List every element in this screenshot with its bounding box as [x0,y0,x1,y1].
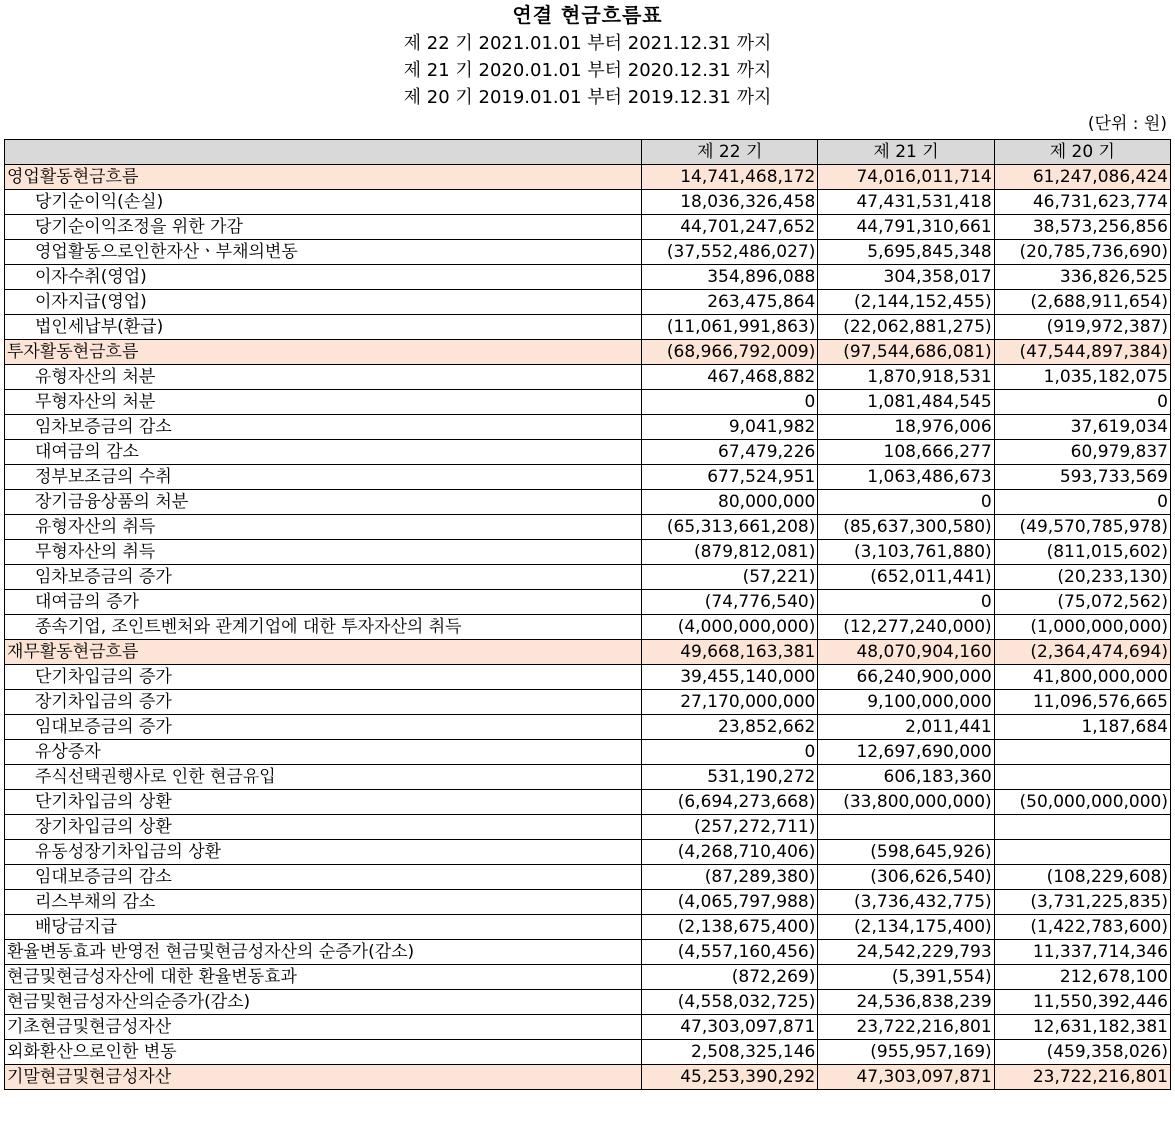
row-label: 장기차입금의 증가 [5,690,642,715]
row-value-20: 0 [994,390,1170,415]
row-value-22: 39,455,140,000 [642,665,818,690]
row-label: 리스부채의 감소 [5,890,642,915]
row-value-21: (2,134,175,400) [818,915,994,940]
row-value-21: (3,736,432,775) [818,890,994,915]
table-row [5,890,1171,915]
table-row [5,790,1171,815]
statement-header [0,0,1175,137]
row-value-22: (4,000,000,000) [642,615,818,640]
row-value-21: 1,063,486,673 [818,465,994,490]
row-label: 무형자산의 처분 [5,390,642,415]
row-value-21: 0 [818,490,994,515]
row-value-22: (6,694,273,668) [642,790,818,815]
row-label: 임차보증금의 감소 [5,415,642,440]
row-value-22: (68,966,792,009) [642,340,818,365]
row-value-21: 1,870,918,531 [818,365,994,390]
table-row [5,940,1171,965]
row-value-21: (85,637,300,580) [818,515,994,540]
row-value-20: 12,631,182,381 [994,1015,1170,1040]
row-value-21: (12,277,240,000) [818,615,994,640]
row-value-22: (257,272,711) [642,815,818,840]
header-label-column [5,140,642,165]
row-value-21: 74,016,011,714 [818,165,994,190]
row-value-20: (75,072,562) [994,590,1170,615]
period-line-20: 제 20 기 2019.01.01 부터 2019.12.31 까지 [403,87,772,108]
row-value-22: 23,852,662 [642,715,818,740]
row-value-21: 0 [818,590,994,615]
statement-title: 연결 현금흐름표 [512,3,663,27]
row-value-20: 23,722,216,801 [994,1065,1170,1090]
row-value-20: 60,979,837 [994,440,1170,465]
row-value-22: (4,557,160,456) [642,940,818,965]
table-row [5,540,1171,565]
row-value-22: 0 [642,740,818,765]
row-label: 당기순이익조정을 위한 가감 [5,215,642,240]
row-value-20: (47,544,897,384) [994,340,1170,365]
row-value-20 [994,815,1170,840]
table-row [5,290,1171,315]
table-row [5,1015,1171,1040]
row-value-21: (652,011,441) [818,565,994,590]
cash-flow-table [4,139,1171,1090]
row-label: 당기순이익(손실) [5,190,642,215]
row-value-21: 44,791,310,661 [818,215,994,240]
row-value-21: (598,645,926) [818,840,994,865]
table-row [5,165,1171,190]
row-value-21: 47,431,531,418 [818,190,994,215]
row-value-22: 9,041,982 [642,415,818,440]
row-label: 종속기업, 조인트벤처와 관계기업에 대한 투자자산의 취득 [5,615,642,640]
row-label: 단기차입금의 증가 [5,665,642,690]
table-row [5,615,1171,640]
row-value-21: 66,240,900,000 [818,665,994,690]
row-value-20: (919,972,387) [994,315,1170,340]
row-label: 이자지급(영업) [5,290,642,315]
table-row [5,190,1171,215]
table-row [5,215,1171,240]
row-value-22: (37,552,486,027) [642,240,818,265]
row-value-22: 467,468,882 [642,365,818,390]
row-value-20: 0 [994,490,1170,515]
period-line-22: 제 22 기 2021.01.01 부터 2021.12.31 까지 [403,33,772,54]
row-value-20: (50,000,000,000) [994,790,1170,815]
row-value-22: 354,896,088 [642,265,818,290]
row-value-20: (1,000,000,000) [994,615,1170,640]
row-value-20: (811,015,602) [994,540,1170,565]
row-value-22: (4,558,032,725) [642,990,818,1015]
row-label: 영업활동으로인한자산ㆍ부채의변동 [5,240,642,265]
row-value-22: 67,479,226 [642,440,818,465]
row-value-20: (2,688,911,654) [994,290,1170,315]
table-row [5,740,1171,765]
row-value-21: (33,800,000,000) [818,790,994,815]
row-value-22: 49,668,163,381 [642,640,818,665]
row-value-21 [818,815,994,840]
row-value-22: 677,524,951 [642,465,818,490]
header-period-21: 제 21 기 [818,140,994,165]
row-value-20: 61,247,086,424 [994,165,1170,190]
row-value-22: (74,776,540) [642,590,818,615]
row-label: 주식선택권행사로 인한 현금유입 [5,765,642,790]
row-label: 영업활동현금흐름 [5,165,642,190]
table-row [5,665,1171,690]
row-value-20: (20,785,736,690) [994,240,1170,265]
row-value-21: 606,183,360 [818,765,994,790]
table-row [5,815,1171,840]
row-value-22: 0 [642,390,818,415]
row-value-22: (2,138,675,400) [642,915,818,940]
row-label: 법인세납부(환급) [5,315,642,340]
table-row [5,590,1171,615]
row-label: 재무활동현금흐름 [5,640,642,665]
unit-label: (단위 : 원) [1087,114,1167,134]
row-value-20: 41,800,000,000 [994,665,1170,690]
row-value-21: 5,695,845,348 [818,240,994,265]
table-row [5,515,1171,540]
row-value-20: 212,678,100 [994,965,1170,990]
row-label: 대여금의 감소 [5,440,642,465]
row-value-22: (4,065,797,988) [642,890,818,915]
row-label: 환율변동효과 반영전 현금및현금성자산의 순증가(감소) [5,940,642,965]
row-value-21: 304,358,017 [818,265,994,290]
row-value-21: 18,976,006 [818,415,994,440]
table-row [5,315,1171,340]
row-value-22: (87,289,380) [642,865,818,890]
row-label: 임대보증금의 증가 [5,715,642,740]
row-value-20: (2,364,474,694) [994,640,1170,665]
row-value-22: (11,061,991,863) [642,315,818,340]
row-value-21: (2,144,152,455) [818,290,994,315]
row-value-22: 27,170,000,000 [642,690,818,715]
table-row [5,840,1171,865]
row-value-20 [994,765,1170,790]
row-value-21: 23,722,216,801 [818,1015,994,1040]
row-value-21: 2,011,441 [818,715,994,740]
row-label: 현금및현금성자산의순증가(감소) [5,990,642,1015]
row-label: 정부보조금의 수취 [5,465,642,490]
row-label: 기초현금및현금성자산 [5,1015,642,1040]
table-row [5,965,1171,990]
row-value-20: (459,358,026) [994,1040,1170,1065]
table-body [5,165,1171,1090]
table-row [5,465,1171,490]
row-value-22: 80,000,000 [642,490,818,515]
row-label: 투자활동현금흐름 [5,340,642,365]
table-row [5,1065,1171,1090]
row-value-20: 38,573,256,856 [994,215,1170,240]
table-row [5,240,1171,265]
table-row [5,990,1171,1015]
row-value-21: 12,697,690,000 [818,740,994,765]
row-value-21: 108,666,277 [818,440,994,465]
row-value-20: 336,826,525 [994,265,1170,290]
row-label: 유상증자 [5,740,642,765]
row-value-21: (5,391,554) [818,965,994,990]
row-label: 현금및현금성자산에 대한 환율변동효과 [5,965,642,990]
row-label: 대여금의 증가 [5,590,642,615]
row-label: 임대보증금의 감소 [5,865,642,890]
row-value-22: 47,303,097,871 [642,1015,818,1040]
row-value-22: 14,741,468,172 [642,165,818,190]
table-row [5,715,1171,740]
row-value-21: 48,070,904,160 [818,640,994,665]
row-value-20: (20,233,130) [994,565,1170,590]
row-value-22: (879,812,081) [642,540,818,565]
row-value-21: 9,100,000,000 [818,690,994,715]
row-value-20: 1,035,182,075 [994,365,1170,390]
row-value-20: 46,731,623,774 [994,190,1170,215]
row-value-20: 11,337,714,346 [994,940,1170,965]
row-label: 장기차입금의 상환 [5,815,642,840]
row-label: 단기차입금의 상환 [5,790,642,815]
row-value-20 [994,740,1170,765]
row-value-22: 45,253,390,292 [642,1065,818,1090]
row-value-20: (49,570,785,978) [994,515,1170,540]
row-value-22: 2,508,325,146 [642,1040,818,1065]
row-label: 외화환산으로인한 변동 [5,1040,642,1065]
row-value-22: 18,036,326,458 [642,190,818,215]
row-value-21: 24,536,838,239 [818,990,994,1015]
row-label: 유동성장기차입금의 상환 [5,840,642,865]
header-period-22: 제 22 기 [642,140,818,165]
row-value-21: (306,626,540) [818,865,994,890]
row-value-20: (108,229,608) [994,865,1170,890]
row-value-22: (57,221) [642,565,818,590]
table-row [5,265,1171,290]
row-value-21: (22,062,881,275) [818,315,994,340]
row-value-21: (97,544,686,081) [818,340,994,365]
table-row [5,765,1171,790]
row-value-20 [994,840,1170,865]
table-row [5,640,1171,665]
table-row [5,915,1171,940]
row-label: 유형자산의 취득 [5,515,642,540]
row-value-20: 37,619,034 [994,415,1170,440]
table-header-row [5,140,1171,165]
table-row [5,865,1171,890]
row-value-21: 47,303,097,871 [818,1065,994,1090]
row-label: 배당금지급 [5,915,642,940]
table-row [5,490,1171,515]
table-row [5,440,1171,465]
table-row [5,340,1171,365]
row-label: 임차보증금의 증가 [5,565,642,590]
row-value-20: 11,096,576,665 [994,690,1170,715]
table-row [5,415,1171,440]
row-value-20: 593,733,569 [994,465,1170,490]
table-row [5,365,1171,390]
row-value-22: (4,268,710,406) [642,840,818,865]
row-label: 유형자산의 처분 [5,365,642,390]
header-period-20: 제 20 기 [994,140,1170,165]
row-value-22: (872,269) [642,965,818,990]
row-value-22: 44,701,247,652 [642,215,818,240]
table-row [5,690,1171,715]
row-value-20: 1,187,684 [994,715,1170,740]
row-value-21: (955,957,169) [818,1040,994,1065]
row-label: 장기금융상품의 처분 [5,490,642,515]
row-label: 기말현금및현금성자산 [5,1065,642,1090]
row-value-20: (3,731,225,835) [994,890,1170,915]
row-value-21: 1,081,484,545 [818,390,994,415]
row-value-20: 11,550,392,446 [994,990,1170,1015]
row-value-20: (1,422,783,600) [994,915,1170,940]
row-value-22: 263,475,864 [642,290,818,315]
row-value-21: 24,542,229,793 [818,940,994,965]
row-label: 무형자산의 취득 [5,540,642,565]
period-line-21: 제 21 기 2020.01.01 부터 2020.12.31 까지 [403,60,772,81]
row-value-21: (3,103,761,880) [818,540,994,565]
table-row [5,390,1171,415]
row-value-22: 531,190,272 [642,765,818,790]
row-value-22: (65,313,661,208) [642,515,818,540]
table-row [5,565,1171,590]
row-label: 이자수취(영업) [5,265,642,290]
table-row [5,1040,1171,1065]
